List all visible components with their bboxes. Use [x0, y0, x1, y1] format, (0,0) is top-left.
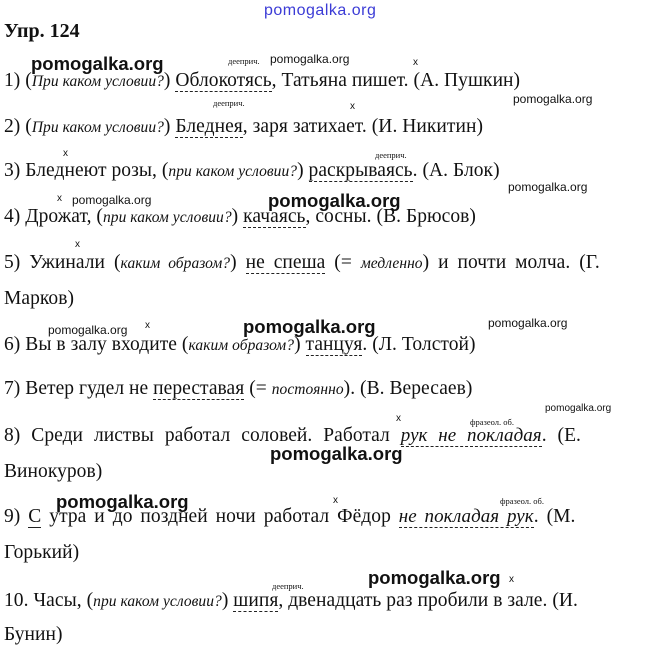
sentence-8-cont: Винокуров)	[4, 461, 103, 482]
subject-mark: x	[396, 413, 401, 424]
watermark: pomogalka.org	[508, 180, 588, 194]
watermark: pomogalka.org	[270, 443, 403, 464]
watermark-top: pomogalka.org	[264, 2, 377, 19]
sentence-4: 4) Дрожат, (при каком условии?) качаясь, сосны. (В. Брюсов)	[4, 206, 476, 227]
watermark: pomogalka.org	[488, 316, 568, 330]
label-deeprich: дееприч.	[272, 581, 304, 591]
watermark: pomogalka.org	[545, 403, 612, 414]
sentence-8: 8) Среди листвы работал соловей. Работал рук не покладая. (Е.	[4, 425, 581, 446]
watermark: pomogalka.org	[270, 52, 350, 66]
label-frazeol: фразеол. об.	[500, 496, 544, 506]
subject-mark: x	[145, 320, 150, 331]
sentence-6: 6) Вы в залу входите (каким образом?) танцуя. (Л. Толстой)	[4, 334, 476, 355]
label-deeprich: дееприч.	[228, 56, 260, 66]
watermark: pomogalka.org	[268, 190, 401, 211]
sentence-3: 3) Бледнеют розы, (при каком условии?) раскрываясь. (А. Блок)	[4, 160, 500, 181]
watermark: pomogalka.org	[72, 193, 152, 207]
sentence-2: 2) (При каком условии?) Бледнея, заря затихает. (И. Никитин)	[4, 116, 484, 137]
subject-mark: x	[350, 101, 355, 112]
sentence-1: 1) (При каком условии?) Облокотясь, Татьяна пишет. (А. Пушкин)	[4, 70, 521, 91]
label-deeprich: дееприч.	[375, 150, 407, 160]
subject-mark: x	[333, 495, 338, 506]
sentence-5: 5) Ужинали (каким образом?) не спеша (= медленно) и почти молча. (Г.	[4, 252, 600, 273]
subject-mark: x	[413, 57, 418, 68]
sentence-9: 9) С утра и до поздней ночи работал Фёдор не покладая рук. (М.	[4, 506, 576, 527]
sentence-9-cont: Горький)	[4, 542, 80, 563]
watermark: pomogalka.org	[56, 491, 189, 512]
watermark: pomogalka.org	[513, 92, 593, 106]
subject-mark: x	[57, 193, 62, 204]
subject-mark: x	[63, 148, 68, 159]
sentence-10-cont: Бунин)	[4, 624, 63, 645]
sentence-10: 10. Часы, (при каком условии?) шипя, двенадцать раз пробили в зале. (И.	[4, 590, 578, 611]
watermark: pomogalka.org	[48, 323, 128, 337]
watermark: pomogalka.org	[243, 316, 376, 337]
label-deeprich: дееприч.	[213, 98, 245, 108]
sentence-5-cont: Марков)	[4, 288, 75, 309]
exercise-title: Упр. 124	[4, 20, 80, 42]
subject-mark: x	[509, 574, 514, 585]
subject-mark: x	[75, 239, 80, 250]
watermark: pomogalka.org	[31, 53, 164, 74]
label-frazeol: фразеол. об.	[470, 417, 514, 427]
watermark: pomogalka.org	[368, 567, 501, 588]
sentence-7: 7) Ветер гудел не переставая (= постоянно). (В. Вересаев)	[4, 378, 473, 399]
